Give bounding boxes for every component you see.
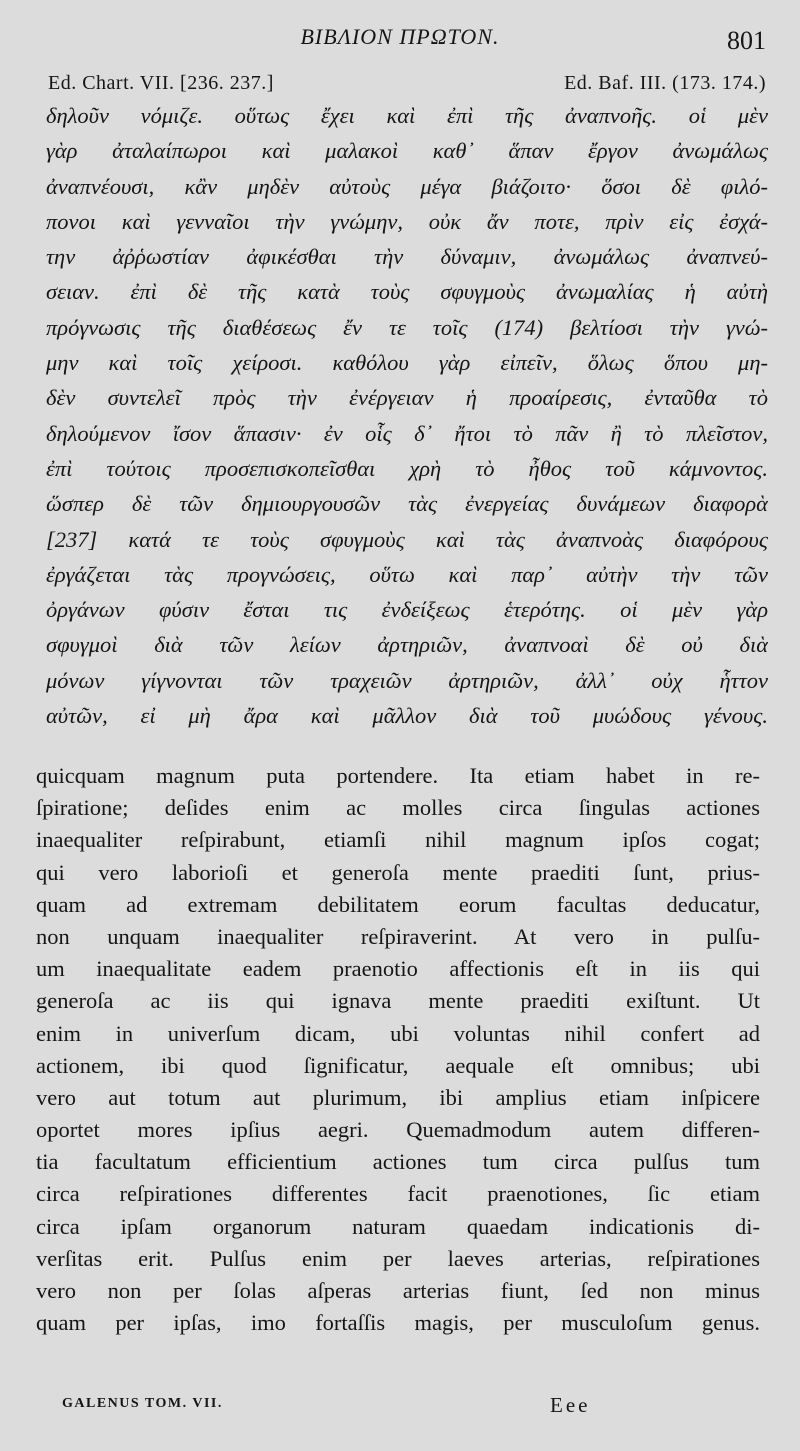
greek-line: γὰρ ἀταλαίπωροι καὶ μαλακοὶ καθ᾽ ἅπαν ἔργον ἀνωμάλως xyxy=(46,138,768,164)
latin-line: oportet mores ipſius aegri. Quemadmodum autem differen- xyxy=(36,1117,760,1143)
latin-line: ſpiratione; deſides enim ac molles circa ſingulas actiones xyxy=(36,795,760,821)
latin-line: inaequaliter reſpirabunt, etiamſi nihil magnum ipſos cogat; xyxy=(36,827,760,853)
latin-line: actionem, ibi quod ſignificatur, aequale eſt omnibus; ubi xyxy=(36,1052,760,1078)
latin-line: generoſa ac iis qui ignava mente praediti exiſtunt. Ut xyxy=(36,988,760,1014)
latin-line: quicquam magnum puta portendere. Ita etiam habet in re- xyxy=(36,763,760,788)
greek-line: ὀργάνων φύσιν ἔσται τις ἐνδείξεως ἑτερότης. οἱ μὲν γὰρ xyxy=(46,597,768,623)
greek-line: ἐπὶ τούτοις προσεπισκοπεῖσθαι χρὴ τὸ ἦθος τοῦ κάμνοντος. xyxy=(46,455,768,481)
greek-line: ἐργάζεται τὰς προγνώσεις, οὕτω καὶ παρ᾽ αὐτὴν τὴν τῶν xyxy=(46,561,768,587)
latin-line: qui vero laborioſi et generoſa mente praediti ſunt, prius- xyxy=(36,859,760,885)
latin-line: vero aut totum aut plurimum, ibi amplius etiam inſpicere xyxy=(36,1084,760,1110)
greek-line: ὥσπερ δὲ τῶν δημιουργουσῶν τὰς ἐνεργείας δυνάμεων διαφορὰ xyxy=(46,491,768,517)
greek-line: αὐτῶν, εἰ μὴ ἄρα καὶ μᾶλλον διὰ τοῦ μυώδους γένους. xyxy=(46,703,768,729)
footer-signature-left: GALENUS TOM. VII. xyxy=(62,1396,223,1411)
greek-line: μόνων γίγνονται τῶν τραχειῶν ἀρτηριῶν, ἀλλ᾽ οὐχ ἧττον xyxy=(46,667,768,693)
latin-line: tia facultatum efficientium actiones tum circa pulſus tum xyxy=(36,1149,760,1175)
latin-line: quam ad extremam debilitatem eorum facultas deducatur, xyxy=(36,891,760,917)
latin-text-block xyxy=(36,760,760,1339)
latin-line: verſitas erit. Pulſus enim per laeves arterias, reſpirationes xyxy=(36,1245,760,1271)
latin-line: non unquam inaequaliter reſpiraverint. At vero in pulſu- xyxy=(36,923,760,949)
greek-line: την ἀῤῥωστίαν ἀφικέσθαι τὴν δύναμιν, ἀνωμάλως ἀναπνεύ- xyxy=(46,244,768,270)
edition-reference-left: Ed. Chart. VII. [236. 237.] xyxy=(48,72,274,94)
latin-line: quam per ipſas, imo fortaſſis magis, per musculoſum genus. xyxy=(36,1310,760,1336)
greek-line: δηλοῦν νόμιζε. οὕτως ἔχει καὶ ἐπὶ τῆς ἀναπνοῆς. οἱ μὲν xyxy=(46,103,768,128)
greek-line: πρόγνωσις τῆς διαθέσεως ἔν τε τοῖς (174) βελτίοσι τὴν γνώ- xyxy=(46,314,768,340)
latin-line: circa reſpirationes differentes facit praenotiones, ſic etiam xyxy=(36,1181,760,1207)
edition-reference-right: Ed. Baf. III. (173. 174.) xyxy=(564,72,766,94)
greek-line: μην καὶ τοῖς χείροσι. καθόλου γὰρ εἰπεῖν, ὅλως ὅπου μη- xyxy=(46,350,768,376)
greek-line: [237] κατά τε τοὺς σφυγμοὺς καὶ τὰς ἀναπνοὰς διαφόρους xyxy=(46,526,768,552)
greek-line: δὲν συντελεῖ πρὸς τὴν ἐνέργειαν ἡ προαίρεσις, ἐνταῦθα τὸ xyxy=(46,385,768,411)
page-number: 801 xyxy=(727,26,766,55)
greek-line: πονοι καὶ γενναῖοι τὴν γνώμην, οὐκ ἄν ποτε, πρὶν εἰς ἐσχά- xyxy=(46,208,768,234)
footer-signature-mark: Eee xyxy=(550,1393,591,1417)
latin-line: circa ipſam organorum naturam quaedam indicationis di- xyxy=(36,1213,760,1239)
latin-line: um inaequalitate eadem praenotio affectionis eſt in iis qui xyxy=(36,956,760,982)
greek-text-block xyxy=(46,98,768,733)
latin-line: vero non per ſolas aſperas arterias fiunt, ſed non minus xyxy=(36,1278,760,1303)
latin-line: enim in univerſum dicam, ubi voluntas nihil confert ad xyxy=(36,1020,760,1046)
greek-line: ἀναπνέουσι, κἂν μηδὲν αὐτοὺς μέγα βιάζοιτο· ὅσοι δὲ φιλό- xyxy=(46,173,768,199)
running-title: ΒΙΒΛΙΟΝ ΠΡΩΤΟΝ. xyxy=(300,24,500,49)
greek-line: δηλούμενον ἴσον ἅπασιν· ἐν οἷς δ᾽ ἤτοι τὸ πᾶν ἢ τὸ πλεῖστον, xyxy=(46,420,768,446)
greek-line: σειαν. ἐπὶ δὲ τῆς κατὰ τοὺς σφυγμοὺς ἀνωμαλίας ἡ αὐτὴ xyxy=(46,279,768,305)
greek-line: σφυγμοὶ διὰ τῶν λείων ἀρτηριῶν, ἀναπνοαὶ δὲ οὐ διὰ xyxy=(46,632,768,658)
